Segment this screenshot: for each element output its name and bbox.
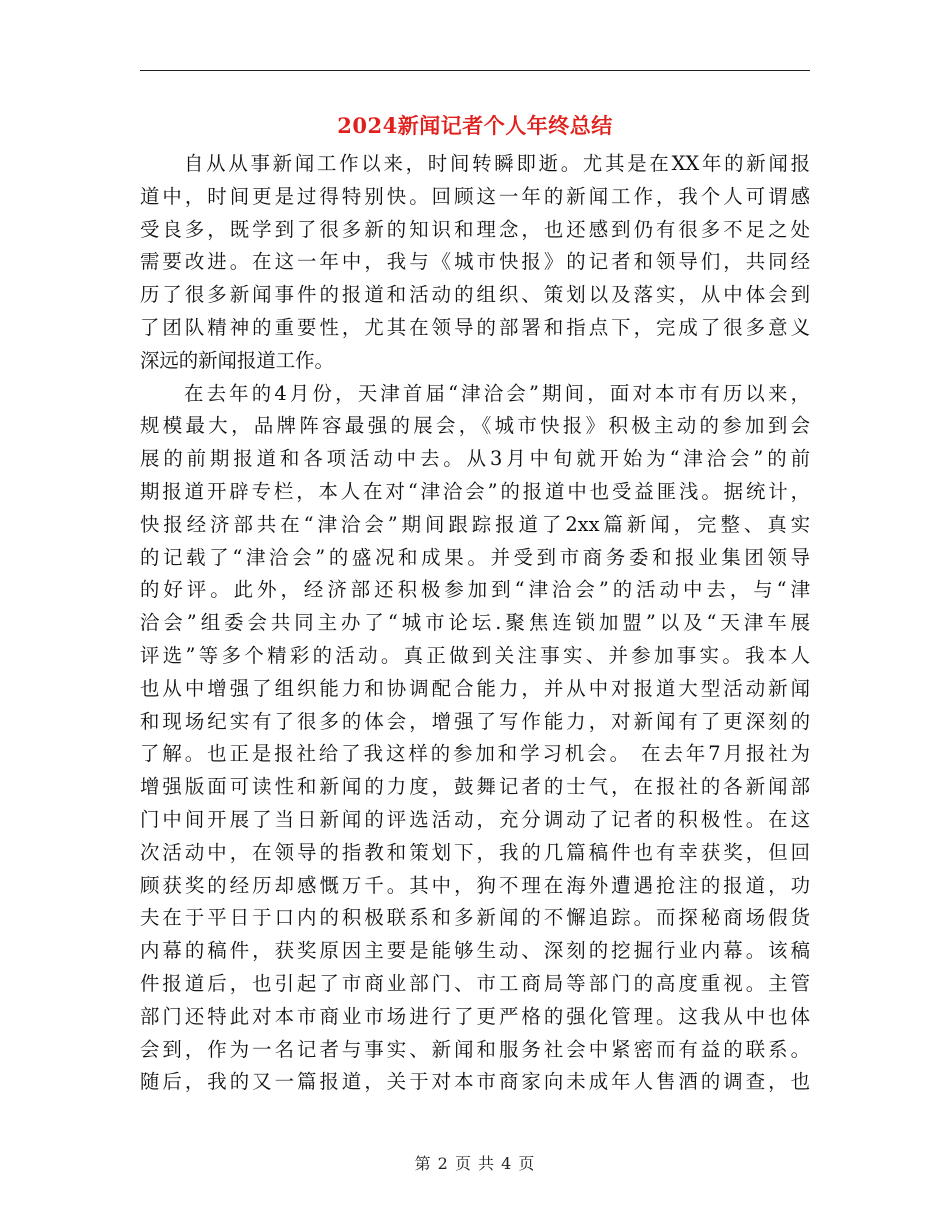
body-line: 会到，作为一名记者与事实、新闻和服务社会中紧密而有益的联系。	[140, 1037, 810, 1061]
document-body	[140, 148, 810, 1099]
body-line: 的记载了“津洽会”的盛况和成果。并受到市商务委和报业集团领导	[140, 545, 810, 569]
body-line: 顾获奖的经历却感慨万千。其中，狗不理在海外遭遇抢注的报道，功	[140, 873, 810, 897]
body-line: 部门还特此对本市商业市场进行了更严格的强化管理。这我从中也体	[140, 1004, 810, 1028]
body-line: 夫在于平日于口内的积极联系和多新闻的不懈追踪。而探秘商场假货	[140, 906, 810, 930]
body-line: 展的前期报道和各项活动中去。从3月中旬就开始为“津洽会”的前	[140, 447, 810, 471]
body-line: 历了很多新闻事件的报道和活动的组织、策划以及落实，从中体会到	[140, 283, 810, 307]
body-line: 增强版面可读性和新闻的力度，鼓舞记者的士气，在报社的各新闻部	[140, 775, 810, 799]
body-line: 件报道后，也引起了市商业部门、市工商局等部门的高度重视。主管	[140, 971, 810, 995]
body-line: 自从从事新闻工作以来，时间转瞬即逝。尤其是在XX年的新闻报	[184, 152, 810, 175]
header-rule	[140, 70, 810, 71]
body-line: 了团队精神的重要性，尤其在领导的部署和指点下，完成了很多意义	[140, 315, 810, 339]
body-line: 了解。也正是报社给了我这样的参加和学习机会。 在去年7月报社为	[140, 742, 810, 766]
body-line: 也从中增强了组织能力和协调配合能力，并从中对报道大型活动新闻	[140, 676, 810, 700]
body-line: 深远的新闻报道工作。	[140, 348, 334, 372]
body-line: 快报经济部共在“津洽会”期间跟踪报道了2xx篇新闻，完整、真实	[140, 512, 810, 536]
body-line: 的好评。此外，经济部还积极参加到“津洽会”的活动中去，与“津	[140, 578, 810, 602]
body-line: 评选”等多个精彩的活动。真正做到关注事实、并参加事实。我本人	[140, 643, 810, 667]
body-line: 门中间开展了当日新闻的评选活动，充分调动了记者的积极性。在这	[140, 807, 810, 831]
body-line: 期报道开辟专栏，本人在对“津洽会”的报道中也受益匪浅。据统计，	[140, 479, 810, 503]
body-line: 在去年的4月份，天津首届“津洽会”期间，面对本市有历以来，	[184, 381, 810, 405]
document-title: 2024新闻记者个人年终总结	[337, 113, 613, 138]
body-line: 受良多，既学到了很多新的知识和理念，也还感到仍有很多不足之处	[140, 217, 810, 241]
body-line: 内幕的稿件，获奖原因主要是能够生动、深刻的挖掘行业内幕。该稿	[140, 939, 810, 963]
body-line: 次活动中，在领导的指教和策划下，我的几篇稿件也有幸获奖，但回	[140, 840, 810, 864]
body-line: 洽会”组委会共同主办了“城市论坛.聚焦连锁加盟”以及“天津车展	[140, 611, 810, 635]
body-line: 随后，我的又一篇报道，关于对本市商家向未成年人售酒的调查，也	[140, 1070, 810, 1094]
body-line: 和现场纪实有了很多的体会，增强了写作能力，对新闻有了更深刻的	[140, 709, 810, 733]
page-number-footer: 第 2 页 共 4 页	[414, 1154, 536, 1173]
body-line: 规模最大，品牌阵容最强的展会，《城市快报》积极主动的参加到会	[140, 414, 810, 438]
body-line: 需要改进。在这一年中，我与《城市快报》的记者和领导们，共同经	[140, 250, 810, 274]
body-line: 道中，时间更是过得特别快。回顾这一年的新闻工作，我个人可谓感	[140, 184, 810, 208]
